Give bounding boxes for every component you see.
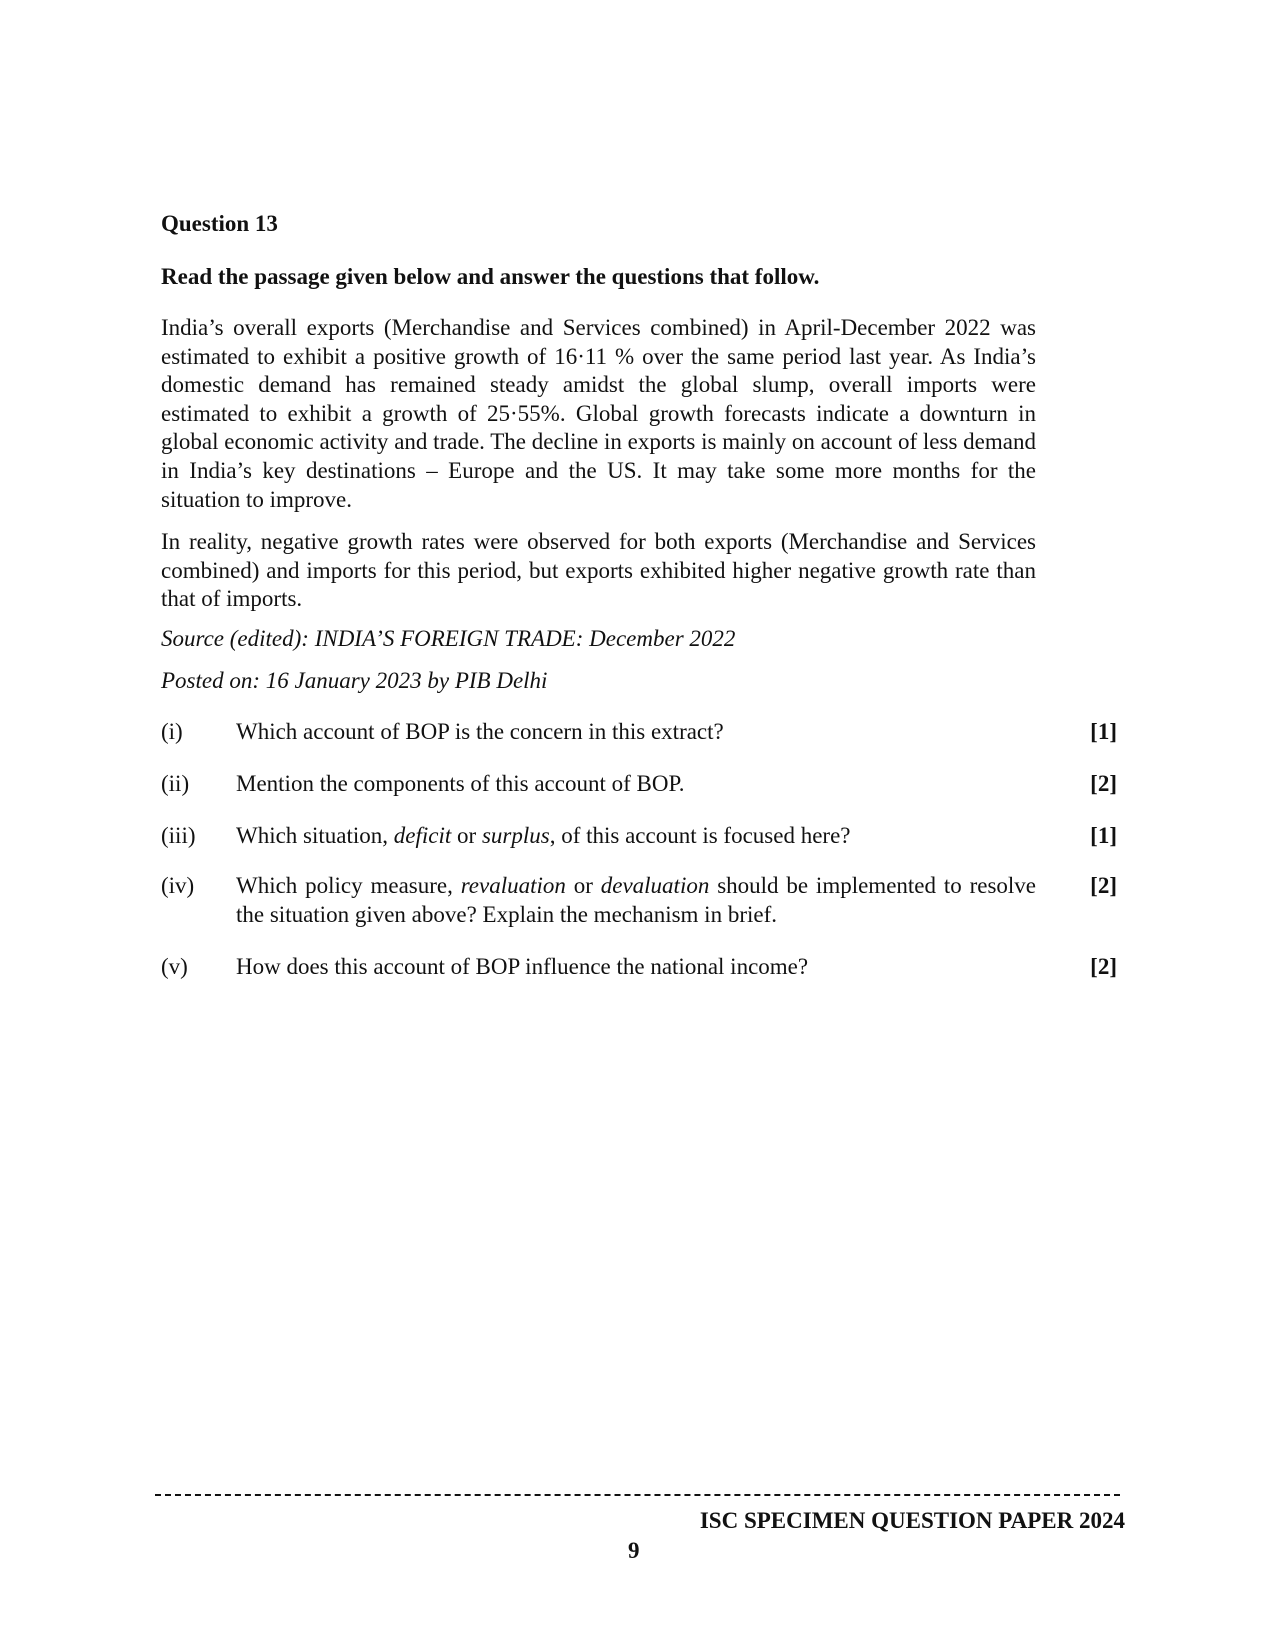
subquestion-text-part: Which account of BOP is the concern in this extract?	[236, 719, 724, 744]
passage-paragraph-2: In reality, negative growth rates were observed for both exports (Merchandise and Services combined) and imports for this period, but exports exhibited higher negative growth rate than that of imports.	[161, 529, 1036, 612]
subquestion-iv	[161, 872, 1117, 932]
subquestion-text	[236, 822, 1036, 851]
footer-dashed-rule	[155, 1494, 1120, 1496]
subquestion-text	[236, 953, 1036, 982]
subquestion-text-part: Which situation,	[236, 823, 394, 848]
subquestion-ii	[161, 770, 1117, 800]
subquestion-text	[236, 770, 1036, 799]
subquestion-marks: [2]	[1090, 873, 1117, 898]
subquestion-marks: [1]	[1090, 719, 1117, 744]
subquestion-text-italic: devaluation	[600, 873, 710, 898]
subquestion-text-part: , of this account is focused here?	[549, 823, 851, 848]
page-number: 9	[628, 1538, 640, 1563]
subquestion-i	[161, 718, 1117, 748]
subquestion-text-italic: deficit	[393, 823, 452, 848]
subquestion-text	[236, 718, 1036, 747]
subquestion-v	[161, 953, 1117, 983]
subquestion-marks: [2]	[1090, 954, 1117, 979]
passage-paragraph-1: India’s overall exports (Merchandise and Services combined) in April-December 2022 was estimated to exhibit a positive growth of 16·11 % over the same period last year. As India’s domestic demand has remained steady amidst the global slump, overall imports were estimated to exhibit a growth of 25·55%. Global growth forecasts indicate a downturn in global economic activity and trade. The decline in exports is mainly on account of less demand in India’s key destinations – Europe and the US. It may take some more months for the situation to improve.	[161, 315, 1036, 512]
passage-posted-date: Posted on: 16 January 2023 by PIB Delhi	[161, 668, 548, 693]
subquestion-text-part: How does this account of BOP influence the national income?	[236, 954, 809, 979]
subquestion-text-part: or	[451, 823, 482, 848]
question-instruction: Read the passage given below and answer the questions that follow.	[161, 264, 820, 289]
subquestion-marks: [2]	[1090, 771, 1117, 796]
subquestion-text-part: or	[565, 873, 601, 898]
subquestion-text-italic: surplus	[481, 823, 550, 848]
subquestion-text-italic: revaluation	[460, 873, 566, 898]
subquestion-number: (ii)	[161, 771, 190, 796]
passage-source: Source (edited): INDIA’S FOREIGN TRADE: December 2022	[161, 626, 736, 651]
subquestion-text-part: should be implemented to resolve the situation given above? Explain the mechanism in brief.	[236, 873, 1036, 927]
subquestion-text-part: Which policy measure,	[236, 873, 461, 898]
subquestion-number: (v)	[161, 954, 188, 979]
subquestion-number: (iv)	[161, 873, 195, 898]
subquestion-number: (iii)	[161, 823, 196, 848]
subquestion-iii	[161, 822, 1117, 852]
subquestion-text-part: Mention the components of this account of BOP.	[236, 771, 685, 796]
subquestion-marks: [1]	[1090, 823, 1117, 848]
subquestion-text	[236, 872, 1036, 929]
subquestion-number: (i)	[161, 719, 183, 744]
question-title: Question 13	[161, 211, 278, 236]
footer-title: ISC SPECIMEN QUESTION PAPER 2024	[699, 1508, 1125, 1533]
